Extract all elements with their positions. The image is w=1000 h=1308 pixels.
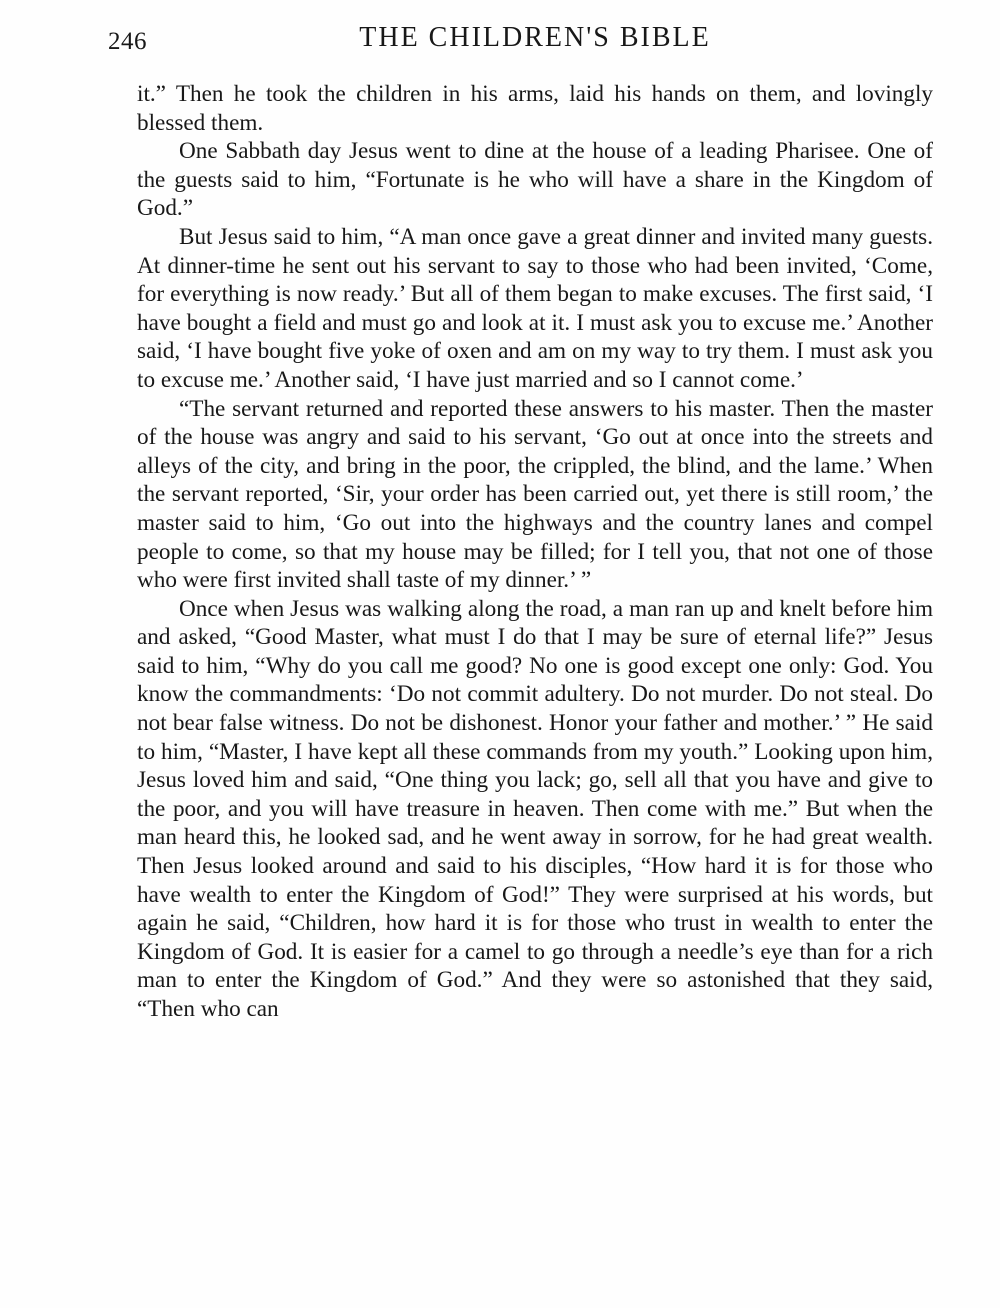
paragraph: Once when Jesus was walking along the road, a man ran up and knelt before him and asked, “Good Master, what must I do that I may be sure of eternal life?” Jesus said to him, “Why do you call me good? No one is good except one only: God. You know the commandments: ‘Do not commit adultery. Do not murder. Do not steal. Do not bear false witness. Do not be dishonest. Honor your father and mother.’ ” He said to him, “Master, I have kept all these commands from my youth.” Looking upon him, Jesus loved him and said, “One thing you lack; go, sell all that you have and give to the poor, and you will have treasure in heaven. Then come with me.” But when the man heard this, he looked sad, and he went away in sorrow, for he had great wealth. Then Jesus looked around and said to his disciples, “How hard it is for those who have wealth to enter the Kingdom of God!” They were surprised at his words, but again he said, “Children, how hard it is for those who trust in wealth to enter the Kingdom of God. It is easier for a camel to go through a needle’s eye than for a rich man to enter the Kingdom of God.” And they were so astonished that they said, “Then who can: [137, 595, 933, 1022]
paragraph: But Jesus said to him, “A man once gave a great dinner and invited many guests. At dinner-time he sent out his servant to say to those who had been invited, ‘Come, for everything is now ready.’ But all of them began to make excuses. The first said, ‘I have bought a field and must go and look at it. I must ask you to excuse me.’ Another said, ‘I have bought five yoke of oxen and am on my way to try them. I must ask you to excuse me.’ Another said, ‘I have just married and so I cannot come.’: [137, 223, 933, 393]
paragraph: it.” Then he took the children in his arms, laid his hands on them, and lovingly blessed them.: [137, 81, 933, 136]
page-body: [137, 80, 933, 1024]
page-header: [108, 22, 936, 66]
paragraph: “The servant returned and reported these answers to his master. Then the master of the house was angry and said to his servant, ‘Go out at once into the streets and alleys of the city, and bring in the poor, the crippled, the blind, and the lame.’ When the servant reported, ‘Sir, your order has been carried out, yet there is still room,’ the master said to him, ‘Go out into the highways and the country lanes and compel people to come, so that my house may be filled; for I tell you, that not one of those who were first invited shall taste of my dinner.’ ”: [137, 395, 933, 594]
running-title: THE CHILDREN'S BIBLE: [359, 22, 711, 53]
page-number: 246: [108, 28, 147, 55]
paragraph: One Sabbath day Jesus went to dine at the house of a leading Pharisee. One of the guests said to him, “Fortunate is he who will have a share in the Kingdom of God.”: [137, 138, 933, 222]
